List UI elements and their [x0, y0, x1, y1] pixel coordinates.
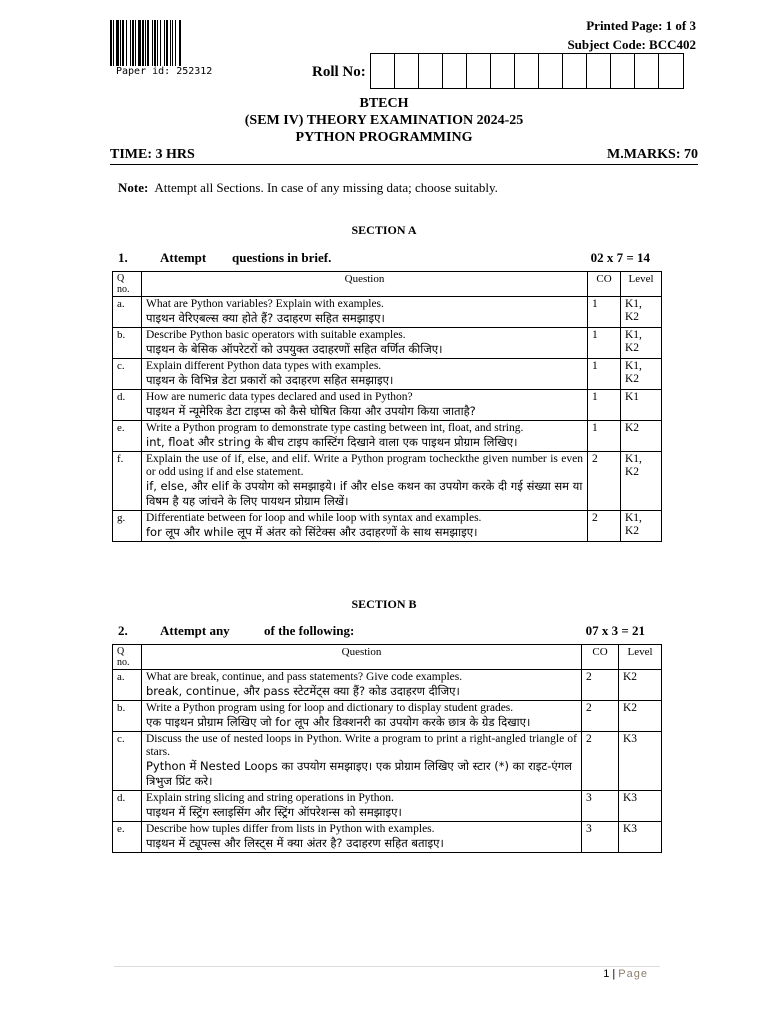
question-english: How are numeric data types declared and used in Python?: [146, 391, 413, 403]
question-co: 2: [582, 732, 619, 791]
question-co: 1: [588, 297, 621, 328]
question-level: K3: [619, 732, 662, 791]
roll-no-box: [443, 54, 467, 88]
page-separator: |: [612, 968, 616, 980]
question-text: [142, 670, 582, 701]
question-label: d.: [113, 791, 142, 822]
question-level: K1, K2: [621, 328, 662, 359]
table-row: [113, 791, 662, 822]
question-hindi: पाइथन वेरिएबल्स क्या होते हैं? उदाहरण सहित समझाइए।: [146, 311, 385, 325]
question-co: 1: [588, 328, 621, 359]
question-label: b.: [113, 701, 142, 732]
question-english: Discuss the use of nested loops in Python. Write a program to print a right-angled triangle of stars.: [146, 733, 577, 758]
printed-page: Printed Page: 1 of 3: [586, 18, 696, 33]
question-text: [142, 390, 588, 421]
question-hindi: Python में Nested Loops का उपयोग समझाइए। एक प्रोग्राम लिखिए जो स्टार (*) का राइट-एंगल त्रिभुज प्रिंट करे।: [146, 759, 572, 788]
col-level: Level: [621, 272, 662, 297]
question-english: Explain different Python data types with examples.: [146, 360, 382, 372]
col-level: Level: [619, 645, 662, 670]
roll-no-box: [491, 54, 515, 88]
table-row: [113, 390, 662, 421]
section-a-table: [112, 271, 662, 542]
roll-no-box: [419, 54, 443, 88]
question-level: K1, K2: [621, 452, 662, 511]
question-marks: 07 x 3 = 21: [585, 623, 645, 638]
question-co: 3: [582, 822, 619, 853]
question-text: [142, 328, 588, 359]
question-english: Write a Python program to demonstrate type casting between int, float, and string.: [146, 422, 524, 434]
question-hindi: int, float और string के बीच टाइप कास्टिंग दिखाने वाला एक पाइथन प्रोग्राम लिखिए।: [146, 435, 518, 449]
table-row: [113, 670, 662, 701]
page-number: 1: [603, 968, 610, 980]
question-attempt: Attempt: [160, 250, 207, 265]
roll-no-label: Roll No:: [312, 64, 366, 80]
exam-degree: BTECH: [359, 96, 409, 111]
question-text: [142, 732, 582, 791]
question-text: [142, 297, 588, 328]
col-qno: Q no.: [113, 272, 142, 297]
question-text: [142, 421, 588, 452]
table-header-row: [113, 272, 662, 297]
question-label: b.: [113, 328, 142, 359]
time-marks-bar: [110, 147, 698, 165]
question-english: Describe how tuples differ from lists in Python with examples.: [146, 823, 435, 835]
table-row: [113, 297, 662, 328]
question-hindi: पाइथन में स्ट्रिंग स्लाइसिंग और स्ट्रिंग ऑपरेशन्स को समझाइए।: [146, 805, 402, 819]
question-hindi: पाइथन के विभिन्न डेटा प्रकारों को उदाहरण सहित समझाइए।: [146, 373, 394, 387]
table-row: [113, 421, 662, 452]
note-label: Note:: [118, 180, 149, 195]
col-question: Question: [142, 645, 582, 670]
page-word: Page: [618, 968, 648, 980]
page-footer: [603, 968, 648, 980]
question-instruction: of the following:: [264, 623, 355, 638]
question-co: 1: [588, 421, 621, 452]
table-row: [113, 511, 662, 542]
question-text: [142, 791, 582, 822]
roll-no-box: [539, 54, 563, 88]
question-label: c.: [113, 359, 142, 390]
question-label: e.: [113, 822, 142, 853]
question-attempt: Attempt any: [160, 623, 230, 638]
section-b-heading: SECTION B: [351, 597, 417, 611]
roll-no-box: [635, 54, 659, 88]
barcode: [110, 20, 214, 66]
roll-no-box: [659, 54, 683, 88]
col-co: CO: [588, 272, 621, 297]
question-number: 2.: [118, 623, 128, 638]
question-label: a.: [113, 670, 142, 701]
question-text: [142, 511, 588, 542]
question-english: Explain the use of if, else, and elif. Write a Python program tocheckthe given number is even or odd using if and else statement.: [146, 453, 583, 478]
col-qno: Q no.: [113, 645, 142, 670]
question-level: K1, K2: [621, 359, 662, 390]
question-hindi: for लूप और while लूप में अंतर को सिंटेक्स और उदाहरणों के साथ समझाइए।: [146, 525, 478, 539]
question-hindi: एक पाइथन प्रोग्राम लिखिए जो for लूप और डिक्शनरी का उपयोग करके छात्र के ग्रेड दिखाए।: [146, 715, 531, 729]
question-1-header: [118, 250, 650, 266]
question-english: Write a Python program using for loop and dictionary to display student grades.: [146, 702, 514, 714]
question-2-header: [118, 623, 645, 639]
question-co: 2: [588, 452, 621, 511]
roll-no-box: [395, 54, 419, 88]
question-co: 3: [582, 791, 619, 822]
question-level: K3: [619, 822, 662, 853]
question-text: [142, 701, 582, 732]
question-co: 2: [582, 670, 619, 701]
subject-code: Subject Code: BCC402: [567, 37, 696, 52]
question-level: K1: [621, 390, 662, 421]
question-label: f.: [113, 452, 142, 511]
section-b-table: [112, 644, 662, 853]
question-hindi: पाइथन में ट्यूपल्स और लिस्ट्स में क्या अंतर है? उदाहरण सहित बताइए।: [146, 836, 444, 850]
roll-no-boxes: [370, 53, 684, 89]
question-marks: 02 x 7 = 14: [590, 250, 650, 265]
question-hindi: if, else, और elif के उपयोग को समझाइये। if और else कथन का उपयोग करके दी गई संख्या सम या विषम है यह जांचने के लिए पायथन प्रोग्राम लिखें।: [146, 479, 583, 508]
table-row: [113, 328, 662, 359]
question-label: d.: [113, 390, 142, 421]
question-text: [142, 822, 582, 853]
note: [118, 180, 498, 196]
question-english: Describe Python basic operators with suitable examples.: [146, 329, 406, 341]
roll-no-box: [587, 54, 611, 88]
question-level: K1, K2: [621, 297, 662, 328]
footer-divider: [114, 966, 660, 967]
question-text: [142, 452, 588, 511]
col-question: Question: [142, 272, 588, 297]
question-level: K3: [619, 791, 662, 822]
section-a-heading: SECTION A: [351, 223, 417, 237]
question-english: What are break, continue, and pass statements? Give code examples.: [146, 671, 463, 683]
question-label: c.: [113, 732, 142, 791]
roll-no-box: [563, 54, 587, 88]
subject-title: PYTHON PROGRAMMING: [295, 130, 473, 145]
question-level: K2: [619, 670, 662, 701]
note-text: Attempt all Sections. In case of any missing data; choose suitably.: [154, 180, 498, 195]
table-row: [113, 732, 662, 791]
question-instruction: questions in brief.: [232, 250, 332, 265]
table-row: [113, 822, 662, 853]
question-level: K2: [619, 701, 662, 732]
table-row: [113, 452, 662, 511]
question-level: K1, K2: [621, 511, 662, 542]
roll-no-box: [515, 54, 539, 88]
question-co: 2: [588, 511, 621, 542]
question-co: 2: [582, 701, 619, 732]
question-level: K2: [621, 421, 662, 452]
table-row: [113, 359, 662, 390]
table-header-row: [113, 645, 662, 670]
max-marks: M.MARKS: 70: [607, 147, 698, 162]
question-text: [142, 359, 588, 390]
question-english: What are Python variables? Explain with examples.: [146, 298, 384, 310]
table-row: [113, 701, 662, 732]
question-hindi: पाइथन के बेसिक ऑपरेटरों को उपयुक्त उदाहरणों सहित वर्णित कीजिए।: [146, 342, 443, 356]
question-co: 1: [588, 359, 621, 390]
barcode-bar: [181, 20, 182, 66]
time-label: TIME: 3 HRS: [110, 147, 195, 162]
col-co: CO: [582, 645, 619, 670]
question-hindi: पाइथन में न्यूमेरिक डेटा टाइप्स को कैसे घोषित किया और उपयोग किया जाताहै?: [146, 404, 476, 418]
question-label: e.: [113, 421, 142, 452]
roll-no-box: [371, 54, 395, 88]
question-english: Differentiate between for loop and while loop with syntax and examples.: [146, 512, 482, 524]
question-label: a.: [113, 297, 142, 328]
roll-no-box: [467, 54, 491, 88]
question-hindi: break, continue, और pass स्टेटमेंट्स क्या हैं? कोड उदाहरण दीजिए।: [146, 684, 460, 698]
header-right: [567, 16, 696, 54]
paper-id: Paper id: 252312: [116, 66, 213, 77]
roll-no-box: [611, 54, 635, 88]
question-co: 1: [588, 390, 621, 421]
question-label: g.: [113, 511, 142, 542]
exam-title: (SEM IV) THEORY EXAMINATION 2024-25: [244, 113, 524, 128]
question-english: Explain string slicing and string operations in Python.: [146, 792, 394, 804]
question-number: 1.: [118, 250, 128, 265]
